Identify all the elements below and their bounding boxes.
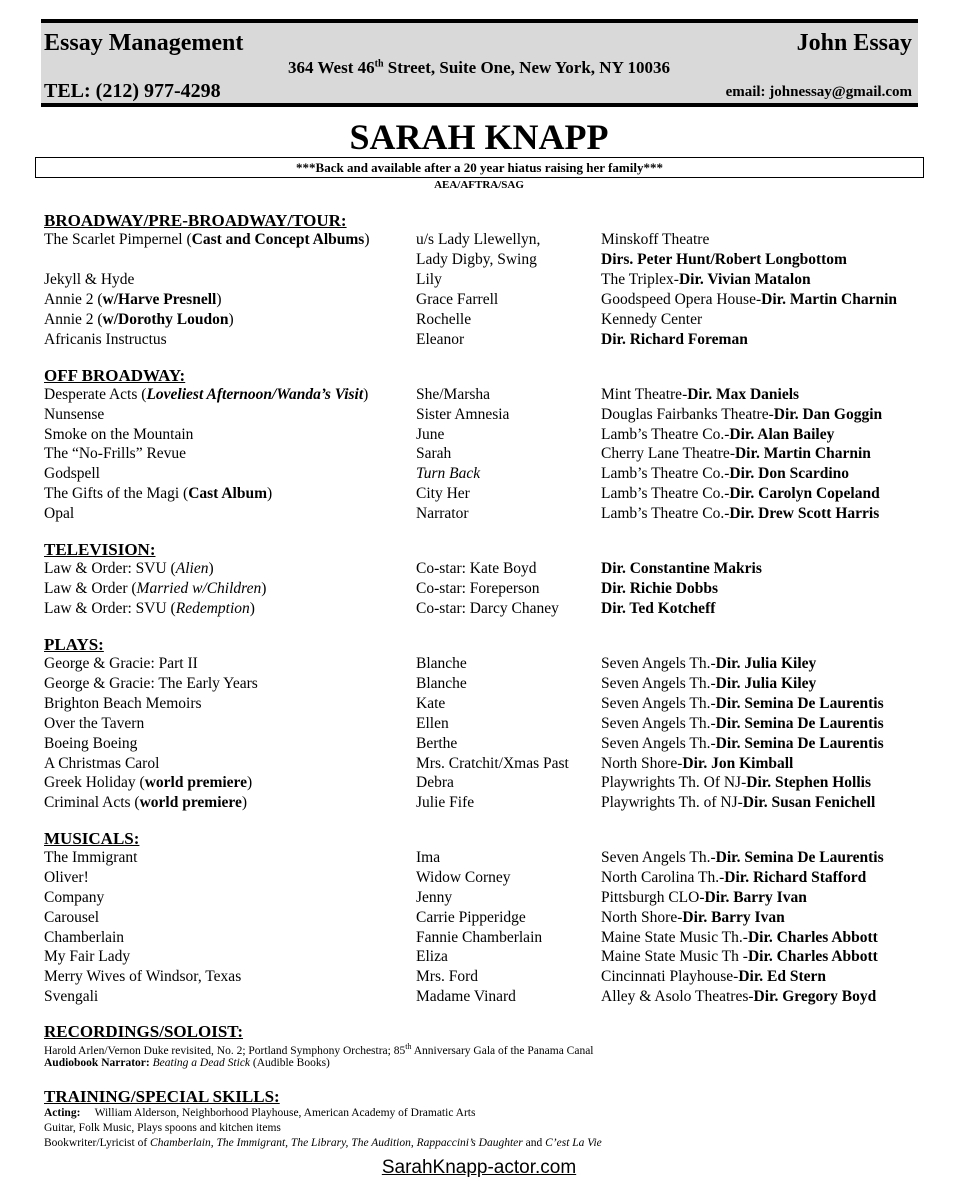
agency-name: Essay Management	[44, 30, 244, 56]
credit-role: u/s Lady Llewellyn,	[416, 231, 541, 248]
credit-show: Annie 2 (w/Dorothy Loudon)	[44, 311, 234, 328]
credit-row	[0, 948, 958, 968]
credit-role: She/Marsha	[416, 386, 491, 403]
section-heading-musicals: MUSICALS:	[44, 829, 140, 848]
credit-venue: Maine State Music Th -Dir. Charles Abbott	[601, 948, 878, 965]
credit-role: Grace Farrell	[416, 291, 499, 308]
credit-role: Widow Corney	[416, 869, 511, 886]
credit-venue: Kennedy Center	[601, 311, 703, 328]
credit-row	[0, 505, 958, 525]
credit-venue: Seven Angels Th.-Dir. Semina De Laurentis	[601, 849, 884, 866]
credit-role: Eliza	[416, 948, 448, 965]
credit-show: Greek Holiday (world premiere)	[44, 774, 253, 791]
union-affiliations: AEA/AFTRA/SAG	[434, 179, 524, 191]
credit-row	[0, 271, 958, 291]
credit-venue: North Shore-Dir. Barry Ivan	[601, 909, 785, 926]
credit-row	[0, 675, 958, 695]
credit-role: Carrie Pipperidge	[416, 909, 526, 926]
credit-show: Company	[44, 889, 105, 906]
credit-row	[0, 560, 958, 580]
credit-role: Ellen	[416, 715, 449, 732]
recordings-line: Harold Arlen/Vernon Duke revisited, No. 2; Portland Symphony Orchestra; 85th Anniversary Gala of the Panama Canal	[44, 1042, 594, 1057]
credit-venue: Goodspeed Opera House-Dir. Martin Charnin	[601, 291, 898, 308]
credit-row	[0, 968, 958, 988]
section-heading-television: TELEVISION:	[44, 540, 156, 559]
credit-show: Jekyll & Hyde	[44, 271, 135, 288]
credit-venue: Playwrights Th. Of NJ-Dir. Stephen Hollis	[601, 774, 871, 791]
credit-show: Law & Order: SVU (Alien)	[44, 560, 214, 577]
credit-venue: Seven Angels Th.-Dir. Semina De Laurentis	[601, 715, 884, 732]
credit-venue: Seven Angels Th.-Dir. Semina De Laurentis	[601, 735, 884, 752]
credit-venue: Maine State Music Th.-Dir. Charles Abbott	[601, 929, 878, 946]
credit-show: Chamberlain	[44, 929, 125, 946]
credit-row	[0, 794, 958, 814]
agency-address: 364 West 46th Street, Suite One, New York, NY 10036	[288, 58, 670, 77]
actor-name: SARAH KNAPP	[349, 117, 609, 157]
credit-role: Mrs. Cratchit/Xmas Past	[416, 755, 569, 772]
credit-show: Over the Tavern	[44, 715, 145, 732]
credit-role: Blanche	[416, 655, 467, 672]
credit-role: Lady Digby, Swing	[416, 251, 537, 268]
credit-show: Africanis Instructus	[44, 331, 167, 348]
credit-row	[0, 331, 958, 351]
audiobook-line: Audiobook Narrator: Beating a Dead Stick (Audible Books)	[44, 1057, 330, 1069]
credit-row	[0, 929, 958, 949]
credit-row	[0, 909, 958, 929]
credit-role: Berthe	[416, 735, 458, 752]
credit-role: Eleanor	[416, 331, 465, 348]
credit-row	[0, 600, 958, 620]
credit-show: Smoke on the Mountain	[44, 426, 194, 443]
credit-show: Boeing Boeing	[44, 735, 138, 752]
credit-venue: North Carolina Th.-Dir. Richard Stafford	[601, 869, 867, 886]
credit-venue: Lamb’s Theatre Co.-Dir. Don Scardino	[601, 465, 849, 482]
credit-role: Sister Amnesia	[416, 406, 510, 423]
credit-venue: Cherry Lane Theatre-Dir. Martin Charnin	[601, 445, 871, 462]
credit-show: George & Gracie: Part II	[44, 655, 198, 672]
credit-venue: Seven Angels Th.-Dir. Julia Kiley	[601, 675, 817, 692]
credit-venue: Lamb’s Theatre Co.-Dir. Drew Scott Harris	[601, 505, 880, 522]
credit-role: Lily	[416, 271, 442, 288]
credit-role: Julie Fife	[416, 794, 475, 811]
credit-row	[0, 291, 958, 311]
training-skills-line: Guitar, Folk Music, Plays spoons and kitchen items	[44, 1122, 281, 1134]
credit-director: Dir. Ted Kotcheff	[601, 600, 716, 617]
credit-venue: Mint Theatre-Dir. Max Daniels	[601, 386, 800, 403]
credit-venue: Lamb’s Theatre Co.-Dir. Carolyn Copeland	[601, 485, 880, 502]
credit-venue: Seven Angels Th.-Dir. Julia Kiley	[601, 655, 817, 672]
hiatus-note: ***Back and available after a 20 year hiatus raising her family***	[35, 157, 924, 178]
training-writing-line: Bookwriter/Lyricist of Chamberlain, The Immigrant, The Library, The Audition, Rappaccini’s Daughter and C’est La Vie	[44, 1137, 602, 1149]
credit-show: Opal	[44, 505, 75, 522]
agency-email: email: johnessay@gmail.com	[725, 84, 912, 100]
credit-role: Fannie Chamberlain	[416, 929, 543, 946]
credit-row	[0, 485, 958, 505]
credit-role: Madame Vinard	[416, 988, 516, 1005]
credit-show: Nunsense	[44, 406, 105, 423]
credit-show: The “No-Frills” Revue	[44, 445, 187, 462]
credit-role: Rochelle	[416, 311, 472, 328]
credit-director: Dir. Richie Dobbs	[601, 580, 718, 597]
credit-row	[0, 889, 958, 909]
credit-venue: Lamb’s Theatre Co.-Dir. Alan Bailey	[601, 426, 835, 443]
credit-row	[0, 311, 958, 331]
credit-show: Annie 2 (w/Harve Presnell)	[44, 291, 222, 308]
credit-role: Turn Back	[416, 465, 481, 482]
credit-show: My Fair Lady	[44, 948, 131, 965]
credit-director: Dir. Constantine Makris	[601, 560, 762, 577]
credit-director: Dir. Richard Foreman	[601, 331, 748, 348]
credit-show: Oliver!	[44, 869, 89, 886]
credit-row	[0, 735, 958, 755]
credit-role: June	[416, 426, 445, 443]
section-heading-off-broadway: OFF BROADWAY:	[44, 366, 186, 385]
credit-role: Blanche	[416, 675, 467, 692]
credit-role: Ima	[416, 849, 441, 866]
header-bottom-rule	[41, 103, 918, 107]
credit-venue: Minskoff Theatre	[601, 231, 710, 248]
credit-role: Co-star: Darcy Chaney	[416, 600, 559, 617]
agent-name: John Essay	[796, 30, 912, 56]
credit-show: George & Gracie: The Early Years	[44, 675, 258, 692]
credit-row	[0, 774, 958, 794]
credit-row	[0, 695, 958, 715]
credit-venue: Cincinnati Playhouse-Dir. Ed Stern	[601, 968, 827, 985]
credit-show: Carousel	[44, 909, 100, 926]
section-heading-plays: PLAYS:	[44, 635, 104, 654]
credit-role: Co-star: Foreperson	[416, 580, 540, 597]
credit-director: Dirs. Peter Hunt/Robert Longbottom	[601, 251, 847, 268]
credit-show: The Immigrant	[44, 849, 138, 866]
credit-show: Desperate Acts (Loveliest Afternoon/Wanda’s Visit)	[44, 386, 369, 403]
website-link[interactable]: SarahKnapp-actor.com	[381, 1157, 577, 1178]
credit-row	[0, 755, 958, 775]
credit-role: City Her	[416, 485, 470, 502]
credit-row	[0, 869, 958, 889]
credit-venue: Playwrights Th. of NJ-Dir. Susan Fenichell	[601, 794, 876, 811]
credit-venue: Douglas Fairbanks Theatre-Dir. Dan Goggin	[601, 406, 883, 423]
credit-show: Law & Order (Married w/Children)	[44, 580, 267, 597]
credit-show: The Scarlet Pimpernel (Cast and Concept Albums)	[44, 231, 370, 248]
credit-row	[0, 406, 958, 426]
credit-row	[0, 580, 958, 600]
credit-role: Mrs. Ford	[416, 968, 479, 985]
credit-role: Kate	[416, 695, 446, 712]
credit-row	[0, 231, 958, 251]
credit-row	[0, 426, 958, 446]
credit-venue: North Shore-Dir. Jon Kimball	[601, 755, 794, 772]
credit-show: Godspell	[44, 465, 100, 482]
credit-row	[0, 465, 958, 485]
credit-venue: Alley & Asolo Theatres-Dir. Gregory Boyd	[601, 988, 877, 1005]
credit-show: Criminal Acts (world premiere)	[44, 794, 248, 811]
credit-show: Brighton Beach Memoirs	[44, 695, 202, 712]
credit-row	[0, 849, 958, 869]
credit-show: Svengali	[44, 988, 99, 1005]
credit-show: The Gifts of the Magi (Cast Album)	[44, 485, 273, 502]
credit-venue: Seven Angels Th.-Dir. Semina De Laurentis	[601, 695, 884, 712]
section-heading-training: TRAINING/SPECIAL SKILLS:	[44, 1087, 280, 1106]
credit-row	[0, 386, 958, 406]
credit-row	[0, 715, 958, 735]
credit-venue: The Triplex-Dir. Vivian Matalon	[601, 271, 811, 288]
section-heading-broadway: BROADWAY/PRE-BROADWAY/TOUR:	[44, 211, 347, 230]
training-acting-line: Acting: William Alderson, Neighborhood Playhouse, American Academy of Dramatic Arts	[44, 1107, 476, 1119]
credit-show: Law & Order: SVU (Redemption)	[44, 600, 255, 617]
credit-show: Merry Wives of Windsor, Texas	[44, 968, 242, 985]
credit-role: Co-star: Kate Boyd	[416, 560, 537, 577]
credit-role: Debra	[416, 774, 454, 791]
credit-venue: Pittsburgh CLO-Dir. Barry Ivan	[601, 889, 807, 906]
credit-row	[0, 445, 958, 465]
credit-show: A Christmas Carol	[44, 755, 160, 772]
credit-row	[0, 988, 958, 1008]
credit-row	[0, 655, 958, 675]
credit-row	[0, 251, 958, 271]
credit-role: Narrator	[416, 505, 469, 522]
agency-phone: TEL: (212) 977-4298	[44, 80, 221, 102]
credit-role: Jenny	[416, 889, 453, 906]
credit-role: Sarah	[416, 445, 452, 462]
section-heading-recordings: RECORDINGS/SOLOIST:	[44, 1022, 244, 1041]
